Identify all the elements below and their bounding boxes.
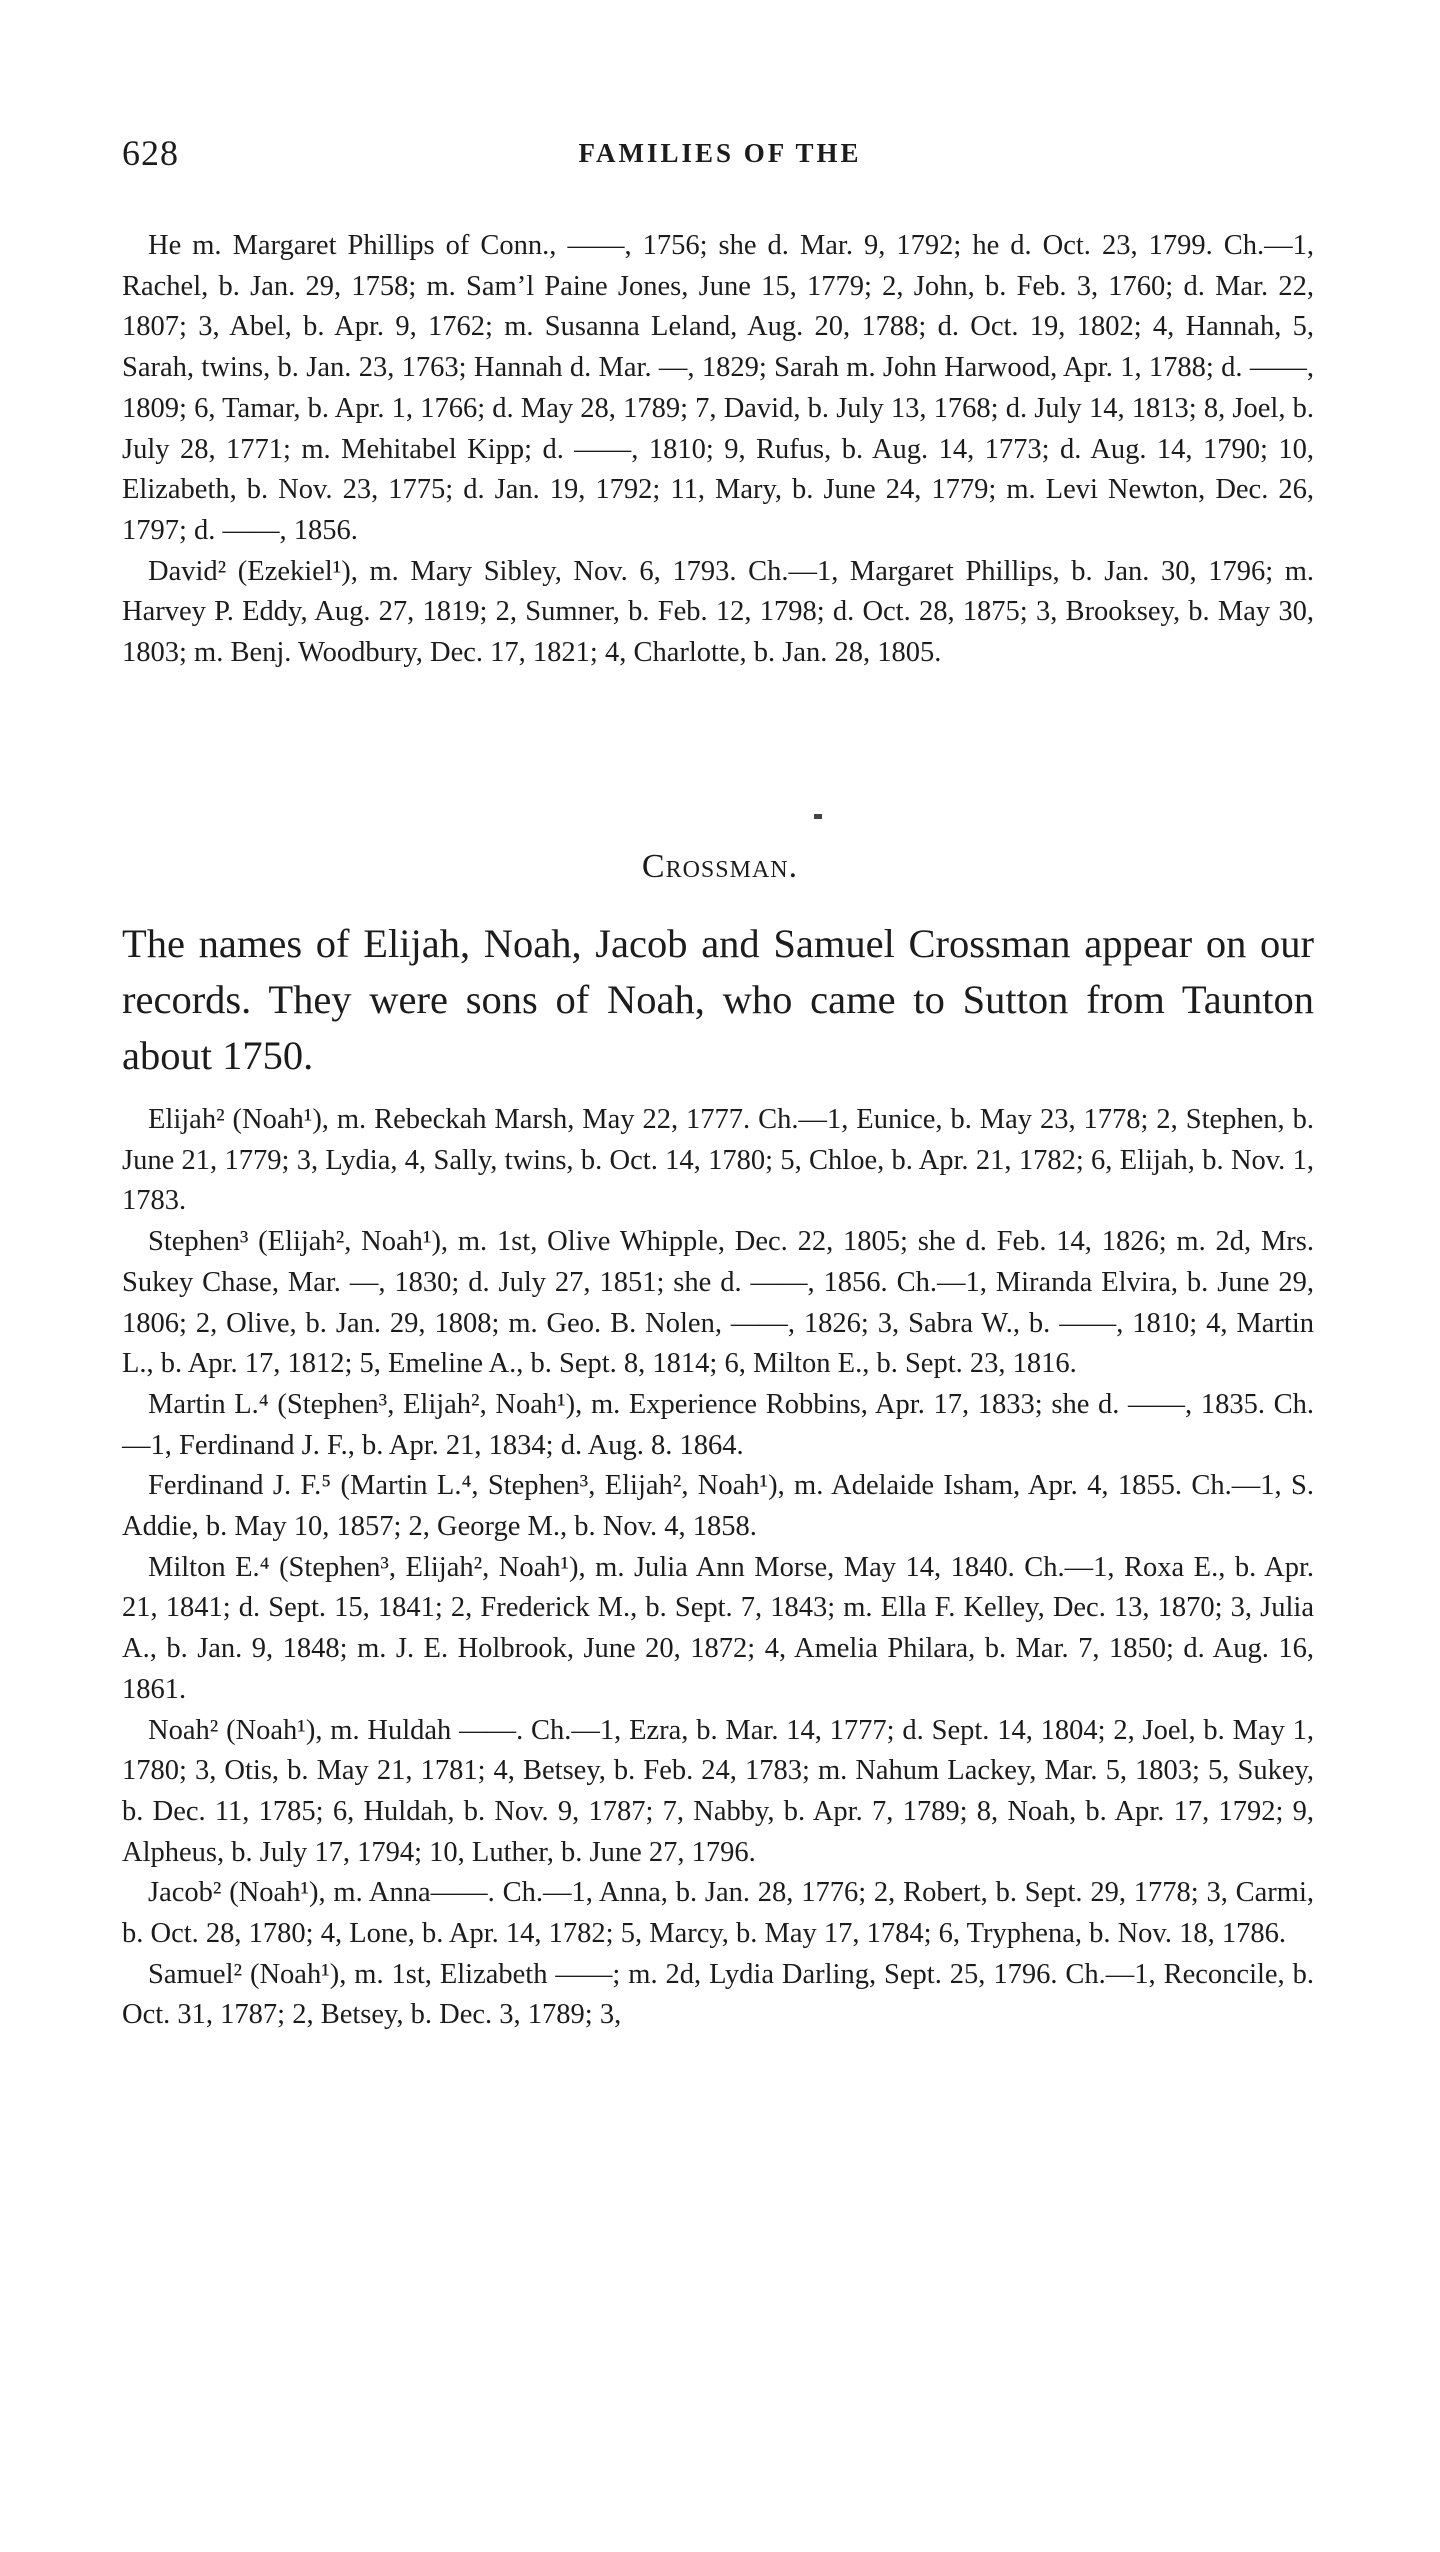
section-intro: The names of Elijah, Noah, Jacob and Samuel Crossman appear on our records. They were sons of Noah, who came to Sutton from Taunton about 1750. [122, 921, 1314, 1078]
paragraph: Milton E.⁴ (Stephen³, Elijah², Noah¹), m. Julia Ann Morse, May 14, 1840. Ch.—1, Roxa E., b. Apr. 21, 1841; d. Sept. 15, 1841; 2, Frederick M., b. Sept. 7, 1843; m. Ella F. Kelley, Dec. 13, 1870; 3, Julia A., b. Jan. 9, 1848; m. J. E. Holbrook, June 20, 1872; 4, Amelia Philara, b. Mar. 7, 1850; d. Aug. 16, 1861. [122, 1551, 1314, 1705]
paragraph: Noah² (Noah¹), m. Huldah ——. Ch.—1, Ezra, b. Mar. 14, 1777; d. Sept. 14, 1804; 2, Joel, b. May 1, 1780; 3, Otis, b. May 21, 1781; 4, Betsey, b. Feb. 24, 1783; m. Nahum Lackey, Mar. 5, 1803; 5, Sukey, b. Dec. 11, 1785; 6, Huldah, b. Nov. 9, 1787; 7, Nabby, b. Apr. 7, 1789; 8, Noah, b. Apr. 17, 1792; 9, Alpheus, b. July 17, 1794; 10, Luther, b. June 27, 1796. [122, 1714, 1314, 1868]
top-text-block [122, 226, 1314, 674]
paragraph: Stephen³ (Elijah², Noah¹), m. 1st, Olive Whipple, Dec. 22, 1805; she d. Feb. 14, 1826; m. 2d, Mrs. Sukey Chase, Mar. —, 1830; d. July 27, 1851; she d. ——, 1856. Ch.—1, Miranda Elvira, b. June 29, 1806; 2, Olive, b. Jan. 29, 1808; m. Geo. B. Nolen, ——, 1826; 3, Sabra W., b. ——, 1810; 4, Martin L., b. Apr. 17, 1812; 5, Emeline A., b. Sept. 8, 1814; 6, Milton E., b. Sept. 23, 1816. [122, 1226, 1314, 1380]
paragraph: Samuel² (Noah¹), m. 1st, Elizabeth ——; m. 2d, Lydia Darling, Sept. 25, 1796. Ch.—1, Reconcile, b. Oct. 31, 1787; 2, Betsey, b. Dec. 3, 1789; 3, [122, 1958, 1314, 2031]
paragraph: Martin L.⁴ (Stephen³, Elijah², Noah¹), m. Experience Robbins, Apr. 17, 1833; she d. ——, 1835. Ch.—1, Ferdinand J. F., b. Apr. 21, 1834; d. Aug. 8. 1864. [122, 1388, 1314, 1461]
running-head: FAMILIES OF THE [578, 138, 862, 168]
paragraph: He m. Margaret Phillips of Conn., ——, 1756; she d. Mar. 9, 1792; he d. Oct. 23, 1799. Ch.—1, Rachel, b. Jan. 29, 1758; m. Sam’l Paine Jones, June 15, 1779; 2, John, b. Feb. 3, 1760; d. Mar. 22, 1807; 3, Abel, b. Apr. 9, 1762; m. Susanna Leland, Aug. 20, 1788; d. Oct. 19, 1802; 4, Hannah, 5, Sarah, twins, b. Jan. 23, 1763; Hannah d. Mar. —, 1829; Sarah m. John Harwood, Apr. 1, 1788; d. ——, 1809; 6, Tamar, b. Apr. 1, 1766; d. May 28, 1789; 7, David, b. July 13, 1768; d. July 14, 1813; 8, Joel, b. July 28, 1771; m. Mehitabel Kipp; d. ——, 1810; 9, Rufus, b. Aug. 14, 1773; d. Aug. 14, 1790; 10, Elizabeth, b. Nov. 23, 1775; d. Jan. 19, 1792; 11, Mary, b. June 24, 1779; m. Levi Newton, Dec. 26, 1797; d. ——, 1856. [122, 230, 1314, 546]
paragraph: Elijah² (Noah¹), m. Rebeckah Marsh, May 22, 1777. Ch.—1, Eunice, b. May 23, 1778; 2, Stephen, b. June 21, 1779; 3, Lydia, 4, Sally, twins, b. Oct. 14, 1780; 5, Chloe, b. Apr. 21, 1782; 6, Elijah, b. Nov. 1, 1783. [122, 1104, 1314, 1217]
page-number: 628 [122, 133, 179, 173]
print-speck [814, 814, 822, 819]
section-title: Crossman. [641, 848, 799, 885]
paragraph: Jacob² (Noah¹), m. Anna——. Ch.—1, Anna, b. Jan. 28, 1776; 2, Robert, b. Sept. 29, 1778; 3, Carmi, b. Oct. 28, 1780; 4, Lone, b. Apr. 14, 1782; 5, Marcy, b. May 17, 1784; 6, Tryphena, b. Nov. 18, 1786. [122, 1877, 1314, 1950]
bottom-text-block [122, 1100, 1314, 2036]
paragraph: Ferdinand J. F.⁵ (Martin L.⁴, Stephen³, Elijah², Noah¹), m. Adelaide Isham, Apr. 4, 1855. Ch.—1, S. Addie, b. May 10, 1857; 2, George M., b. Nov. 4, 1858. [122, 1470, 1314, 1543]
paragraph: David² (Ezekiel¹), m. Mary Sibley, Nov. 6, 1793. Ch.—1, Margaret Phillips, b. Jan. 30, 1796; m. Harvey P. Eddy, Aug. 27, 1819; 2, Sumner, b. Feb. 12, 1798; d. Oct. 28, 1875; 3, Brooksey, b. May 30, 1803; m. Benj. Woodbury, Dec. 17, 1821; 4, Charlotte, b. Jan. 28, 1805. [122, 555, 1314, 669]
